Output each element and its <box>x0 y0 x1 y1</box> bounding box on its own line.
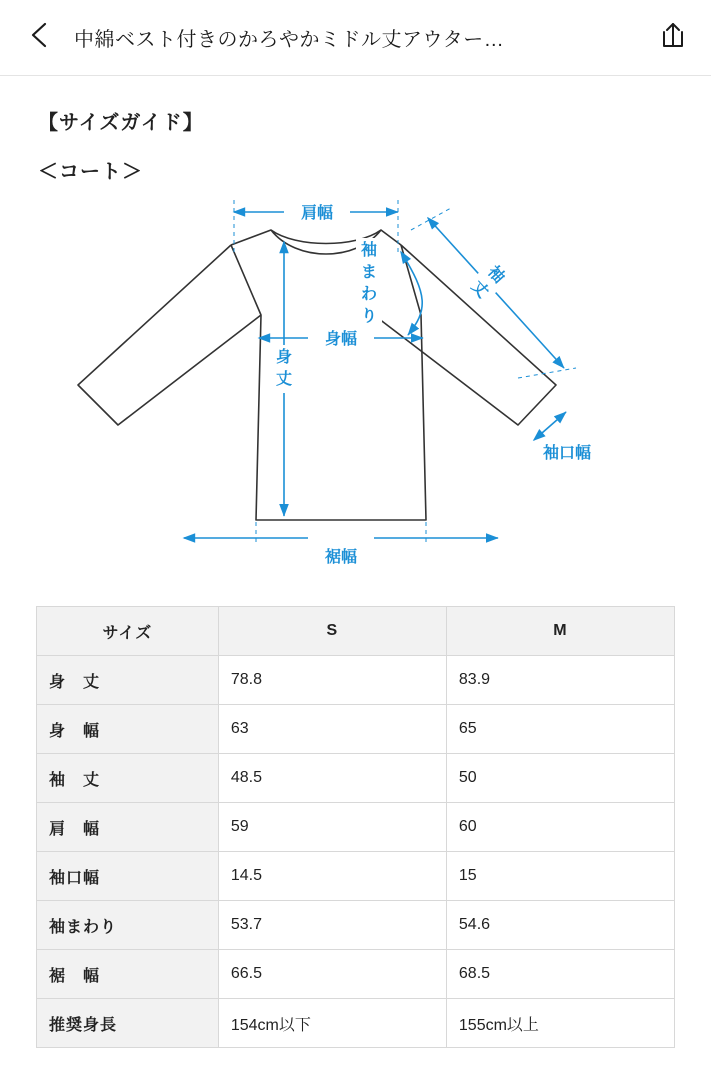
diagram-label-sleeve-length-1: 袖 <box>483 263 507 287</box>
table-row <box>37 656 675 705</box>
diagram-label-sleeve-round-1: 袖 <box>360 242 377 259</box>
row-label: 裾 幅 <box>37 950 219 999</box>
row-value-m: 155cm以上 <box>446 999 674 1048</box>
row-value-s: 66.5 <box>218 950 446 999</box>
size-table-container <box>0 580 711 1048</box>
garment-measurement-diagram <box>36 190 675 580</box>
row-value-m: 60 <box>446 803 674 852</box>
row-value-m: 15 <box>446 852 674 901</box>
table-row <box>37 754 675 803</box>
size-guide-heading: 【サイズガイド】 <box>38 112 204 134</box>
row-value-s: 53.7 <box>218 901 446 950</box>
row-value-s: 78.8 <box>218 656 446 705</box>
share-up-arrow-icon <box>660 21 686 54</box>
table-row <box>37 803 675 852</box>
row-label: 袖口幅 <box>37 852 219 901</box>
table-row <box>37 852 675 901</box>
page-header <box>0 0 711 76</box>
diagram-label-sleeve-round-3: わ <box>360 286 377 303</box>
row-label: 袖まわり <box>37 901 219 950</box>
row-value-s: 48.5 <box>218 754 446 803</box>
diagram-label-cuff-width: 袖口幅 <box>542 445 591 462</box>
chevron-left-icon <box>28 20 50 55</box>
size-table <box>36 606 675 1048</box>
diagram-label-body-width: 身幅 <box>324 331 357 348</box>
table-row <box>37 705 675 754</box>
share-button[interactable] <box>657 21 689 55</box>
size-guide-subheading: ＜コート＞ <box>38 161 143 183</box>
diagram-label-sleeve-length-2: 丈 <box>467 278 491 302</box>
table-row <box>37 999 675 1048</box>
row-value-m: 83.9 <box>446 656 674 705</box>
row-value-m: 54.6 <box>446 901 674 950</box>
row-value-s: 63 <box>218 705 446 754</box>
diagram-label-hem-width: 裾幅 <box>324 549 357 566</box>
table-header-s: S <box>218 607 446 656</box>
diagram-label-sleeve-round-4: り <box>360 308 377 325</box>
diagram-label-body-length-2: 丈 <box>275 371 292 388</box>
row-value-s: 14.5 <box>218 852 446 901</box>
row-value-s: 154cm以下 <box>218 999 446 1048</box>
table-header-size: サイズ <box>37 607 219 656</box>
row-label: 推奨身長 <box>37 999 219 1048</box>
row-value-s: 59 <box>218 803 446 852</box>
page-title: 中綿ベスト付きのかろやかミドル丈アウター… <box>74 29 505 51</box>
row-label: 袖 丈 <box>37 754 219 803</box>
row-label: 身 丈 <box>37 656 219 705</box>
table-header-m: M <box>446 607 674 656</box>
size-guide-section <box>0 76 711 580</box>
diagram-label-body-length-1: 身 <box>275 349 292 366</box>
back-button[interactable] <box>22 21 56 55</box>
row-value-m: 50 <box>446 754 674 803</box>
row-label: 肩 幅 <box>37 803 219 852</box>
diagram-label-sleeve-round-2: ま <box>360 264 377 281</box>
row-value-m: 68.5 <box>446 950 674 999</box>
diagram-label-shoulder: 肩幅 <box>300 205 333 222</box>
row-label: 身 幅 <box>37 705 219 754</box>
table-row <box>37 950 675 999</box>
row-value-m: 65 <box>446 705 674 754</box>
table-header-row <box>37 607 675 656</box>
table-row <box>37 901 675 950</box>
